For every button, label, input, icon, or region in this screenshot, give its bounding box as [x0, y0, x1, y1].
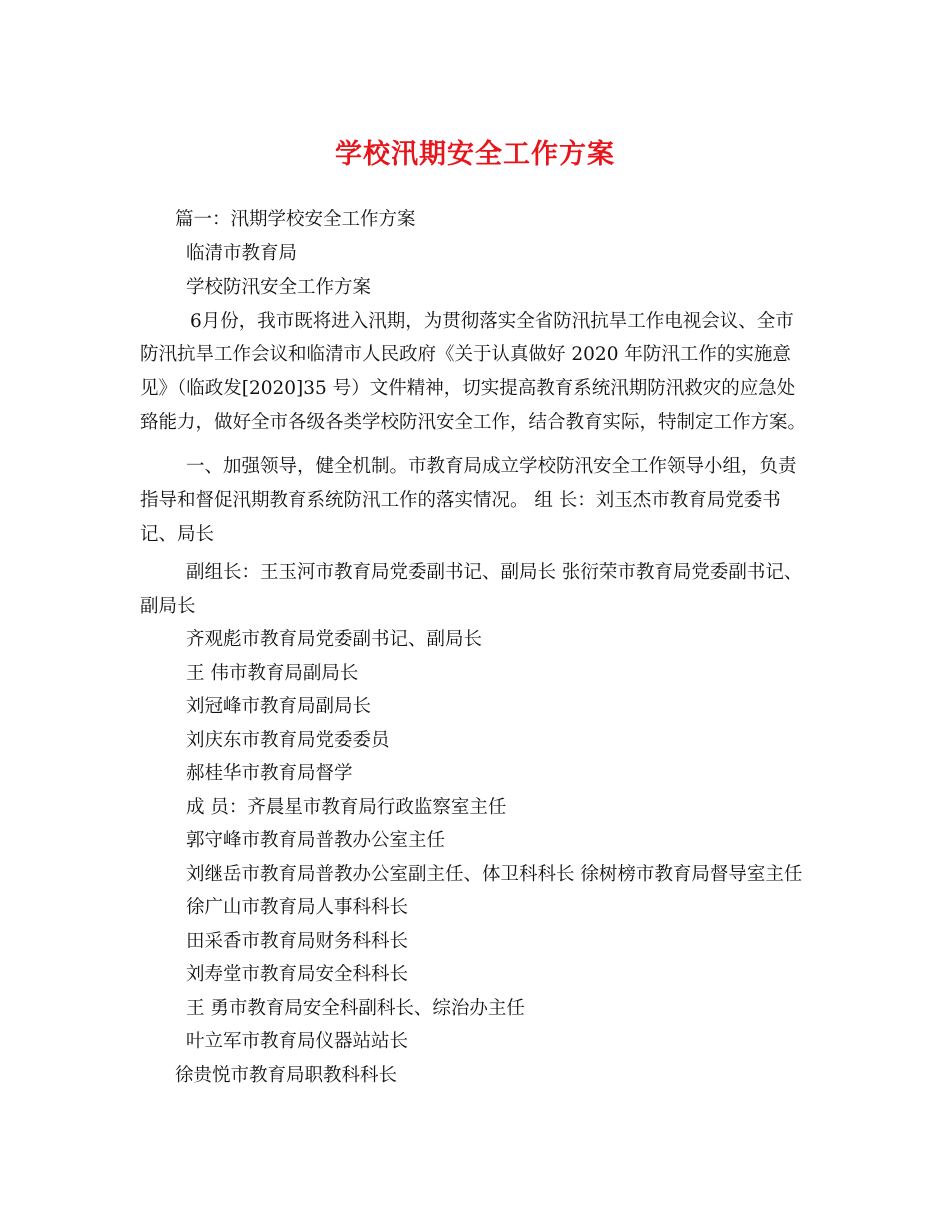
text-line: 见》（临政发[2020]35 号）文件精神，切实提高教育系统汛期防汛救灾的应急处 — [140, 378, 796, 399]
text-line: 刘继岳市教育局普教办公室副主任、体卫科科长 徐树榜市教育局督导室主任 — [186, 864, 803, 885]
text-line: 临清市教育局 — [186, 243, 298, 264]
text-line: 徐贵悦市教育局职教科科长 — [175, 1065, 398, 1086]
text-line: 学校防汛安全工作方案 — [186, 277, 372, 298]
text-line: 郭守峰市教育局普教办公室主任 — [186, 830, 446, 851]
text-line: 刘庆东市教育局党委委员 — [186, 730, 390, 751]
document-title: 学校汛期安全工作方案 — [335, 139, 615, 170]
text-line: 篇一：汛期学校安全工作方案 — [175, 209, 416, 230]
text-line: 成 员：齐晨星市教育局行政监察室主任 — [186, 797, 507, 818]
text-line: 副组长：王玉河市教育局党委副书记、副局长 张衍荣市教育局党委副书记、 — [186, 562, 803, 583]
text-line: 指导和督促汛期教育系统防汛工作的落实情况。 组 长：刘玉杰市教育局党委书 — [140, 490, 781, 511]
text-line: 王 伟市教育局副局长 — [186, 663, 359, 684]
text-line: 刘寿堂市教育局安全科科长 — [186, 964, 409, 985]
text-line: 王 勇市教育局安全科副科长、综治办主任 — [186, 998, 525, 1019]
text-line: 叶立军市教育局仪器站站长 — [186, 1031, 409, 1052]
text-line: 6月份，我市既将进入汛期，为贯彻落实全省防汛抗旱工作电视会议、全市 — [190, 311, 794, 332]
text-line: 副局长 — [140, 596, 196, 617]
text-line: 记、局长 — [140, 524, 215, 545]
text-line: 徐广山市教育局人事科科长 — [186, 897, 409, 918]
text-line: 田采香市教育局财务科科长 — [186, 931, 409, 952]
text-line: 齐观彪市教育局党委副书记、副局长 — [186, 629, 483, 650]
text-line: 臵能力，做好全市各级各类学校防汛安全工作，结合教育实际，特制定工作方案。 — [140, 412, 807, 433]
text-line: 防汛抗旱工作会议和临清市人民政府《关于认真做好 2020 年防汛工作的实施意 — [140, 344, 791, 365]
text-line: 一、加强领导，健全机制。市教育局成立学校防汛安全工作领导小组，负责 — [186, 456, 797, 477]
text-line: 郝桂华市教育局督学 — [186, 763, 353, 784]
text-line: 刘冠峰市教育局副局长 — [186, 696, 372, 717]
